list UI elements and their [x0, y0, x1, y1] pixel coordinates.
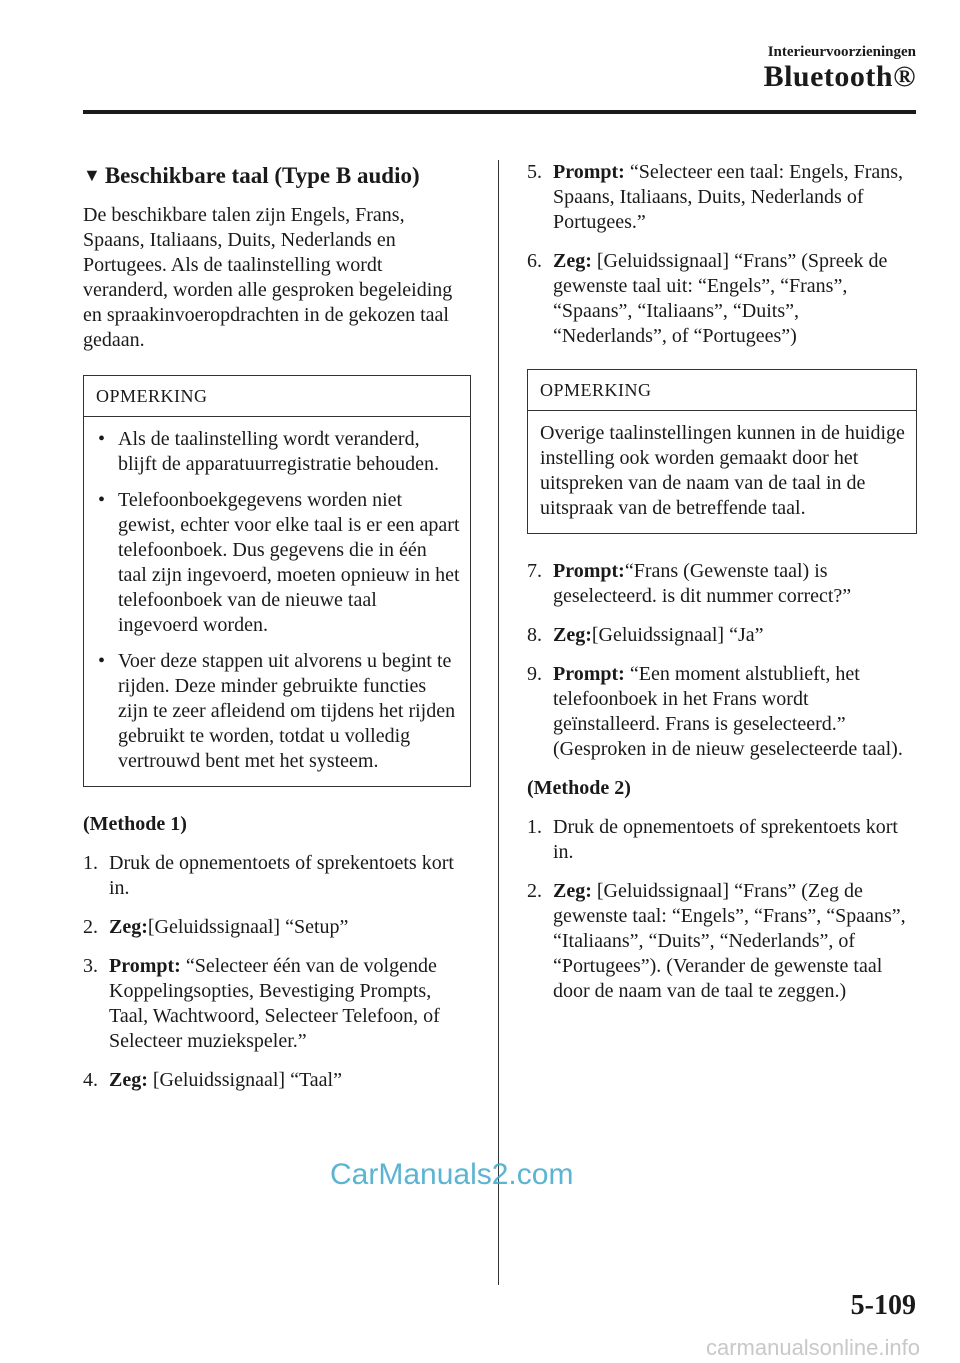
- step-label: Prompt:: [553, 560, 625, 582]
- step-label: Zeg:: [553, 250, 592, 272]
- step-item: [527, 815, 917, 865]
- note-box-left: [83, 375, 471, 787]
- method-heading: (Methode 1): [83, 813, 187, 835]
- header-rule: [83, 110, 916, 114]
- step-item: [83, 1068, 471, 1093]
- bullet-icon: •: [98, 650, 106, 672]
- step-label: Zeg:: [553, 624, 592, 646]
- note-bullet: [96, 427, 460, 477]
- note-text: Overige taalinstellingen kunnen in de huidige instelling ook worden gemaakt door het uitspreken van de naam van de taal in de uitspraak van de betreffende taal.: [540, 422, 905, 519]
- step-number: 1.: [83, 852, 98, 874]
- bullet-icon: •: [98, 428, 106, 450]
- bullet-text: Telefoonboekgegevens worden niet gewist, echter voor elke taal is er een apart telefoonboek. Dus gegevens die in één taal zijn ingevoerd, moeten opnieuw in het telefoonboek van de nieuwe taal ingevoerd worden.: [118, 489, 460, 636]
- step-number: 2.: [527, 880, 542, 902]
- step-item: [527, 662, 917, 762]
- step-text: “Selecteer een taal: Engels, Frans, Spaans, Italiaans, Duits, Nederlands of Portugees.”: [553, 161, 904, 233]
- note-bullet: [96, 649, 460, 774]
- step-item: [83, 954, 471, 1054]
- step-text: Druk de opnementoets of sprekentoets kort in.: [553, 816, 898, 863]
- step-item: [527, 249, 917, 349]
- step-label: Zeg:: [553, 880, 592, 902]
- bullet-text: Voer deze stappen uit alvorens u begint te rijden. Deze minder gebruikte functies zijn te zeer afleidend om tijdens het rijden gebruikt te worden, totdat u volledig vertrouwd bent met het systeem.: [118, 650, 456, 772]
- intro-paragraph: De beschikbare talen zijn Engels, Frans, Spaans, Italiaans, Duits, Nederlands en Portugees. Als de taalinstelling wordt veranderd, worden alle gesproken begeleiding en spraakinvoeropdrachten in de gekozen taal gedaan.: [83, 204, 453, 351]
- step-label: Prompt:: [109, 955, 181, 977]
- step-text: [Geluidssignaal] “Ja”: [591, 624, 764, 646]
- header-title: Bluetooth®: [763, 60, 916, 93]
- section-heading-text: Beschikbare taal (Type B audio): [104, 163, 420, 188]
- step-item: [527, 559, 917, 609]
- note-body: [528, 411, 916, 533]
- step-text: “Frans (Gewenste taal) is geselecteerd. is dit nummer correct?”: [553, 560, 852, 607]
- step-item: [527, 879, 917, 1004]
- note-box-right: [527, 369, 917, 534]
- step-text: [Geluidssignaal] “Setup”: [147, 916, 349, 938]
- step-item: [527, 623, 917, 648]
- left-column: [83, 160, 471, 1107]
- watermark: CarManuals2.com: [330, 1158, 574, 1191]
- step-number: 2.: [83, 916, 98, 938]
- step-number: 6.: [527, 250, 542, 272]
- step-label: Zeg:: [109, 916, 148, 938]
- note-title: OPMERKING: [528, 370, 916, 411]
- step-number: 5.: [527, 161, 542, 183]
- page-number: 5-109: [850, 1290, 916, 1321]
- step-item: [527, 160, 917, 235]
- triangle-down-icon: ▼: [83, 165, 101, 185]
- step-text: “Selecteer één van de volgende Koppelingsopties, Bevestiging Prompts, Taal, Wachtwoord, Selecteer Telefoon, of Selecteer muziekspeler.”: [109, 955, 440, 1052]
- method-heading: (Methode 2): [527, 777, 631, 799]
- note-body: [84, 417, 470, 786]
- step-label: Prompt:: [553, 161, 625, 183]
- column-divider: [498, 160, 499, 1285]
- step-item: [83, 915, 471, 940]
- step-text: “Een moment alstublieft, het telefoonboek in het Frans wordt geïnstalleerd. Frans is geselecteerd.” (Gesproken in de nieuw geselecteerde taal).: [553, 663, 903, 760]
- step-number: 3.: [83, 955, 98, 977]
- step-number: 8.: [527, 624, 542, 646]
- step-text: Druk de opnementoets of sprekentoets kort in.: [109, 852, 454, 899]
- step-number: 4.: [83, 1069, 98, 1091]
- step-text: [Geluidssignaal] “Frans” (Spreek de gewenste taal uit: “Engels”, “Frans”, “Spaans”, “Italiaans”, “Duits”, “Nederlands”, of “Portugees”): [553, 250, 888, 347]
- bullet-icon: •: [98, 489, 106, 511]
- section-heading: [83, 160, 471, 191]
- header-section: Interieurvoorzieningen: [767, 44, 916, 60]
- bullet-text: Als de taalinstelling wordt veranderd, blijft de apparatuurregistratie behouden.: [118, 428, 439, 475]
- step-number: 7.: [527, 560, 542, 582]
- note-bullet: [96, 488, 460, 638]
- step-label: Prompt:: [553, 663, 625, 685]
- note-title: OPMERKING: [84, 376, 470, 417]
- watermark-bottom: carmanualsonline.info: [705, 1335, 920, 1360]
- step-number: 1.: [527, 816, 542, 838]
- step-label: Zeg:: [109, 1069, 148, 1091]
- step-item: [83, 851, 471, 901]
- step-text: [Geluidssignaal] “Frans” (Zeg de gewenste taal: “Engels”, “Frans”, “Spaans”, “Italiaans”, “Duits”, “Nederlands”, of “Portugees”). (Verander de gewenste taal door de naam van de taal te zeggen.): [553, 880, 906, 1002]
- step-text: [Geluidssignaal] “Taal”: [147, 1069, 342, 1091]
- right-column: [527, 160, 917, 1018]
- step-number: 9.: [527, 663, 542, 685]
